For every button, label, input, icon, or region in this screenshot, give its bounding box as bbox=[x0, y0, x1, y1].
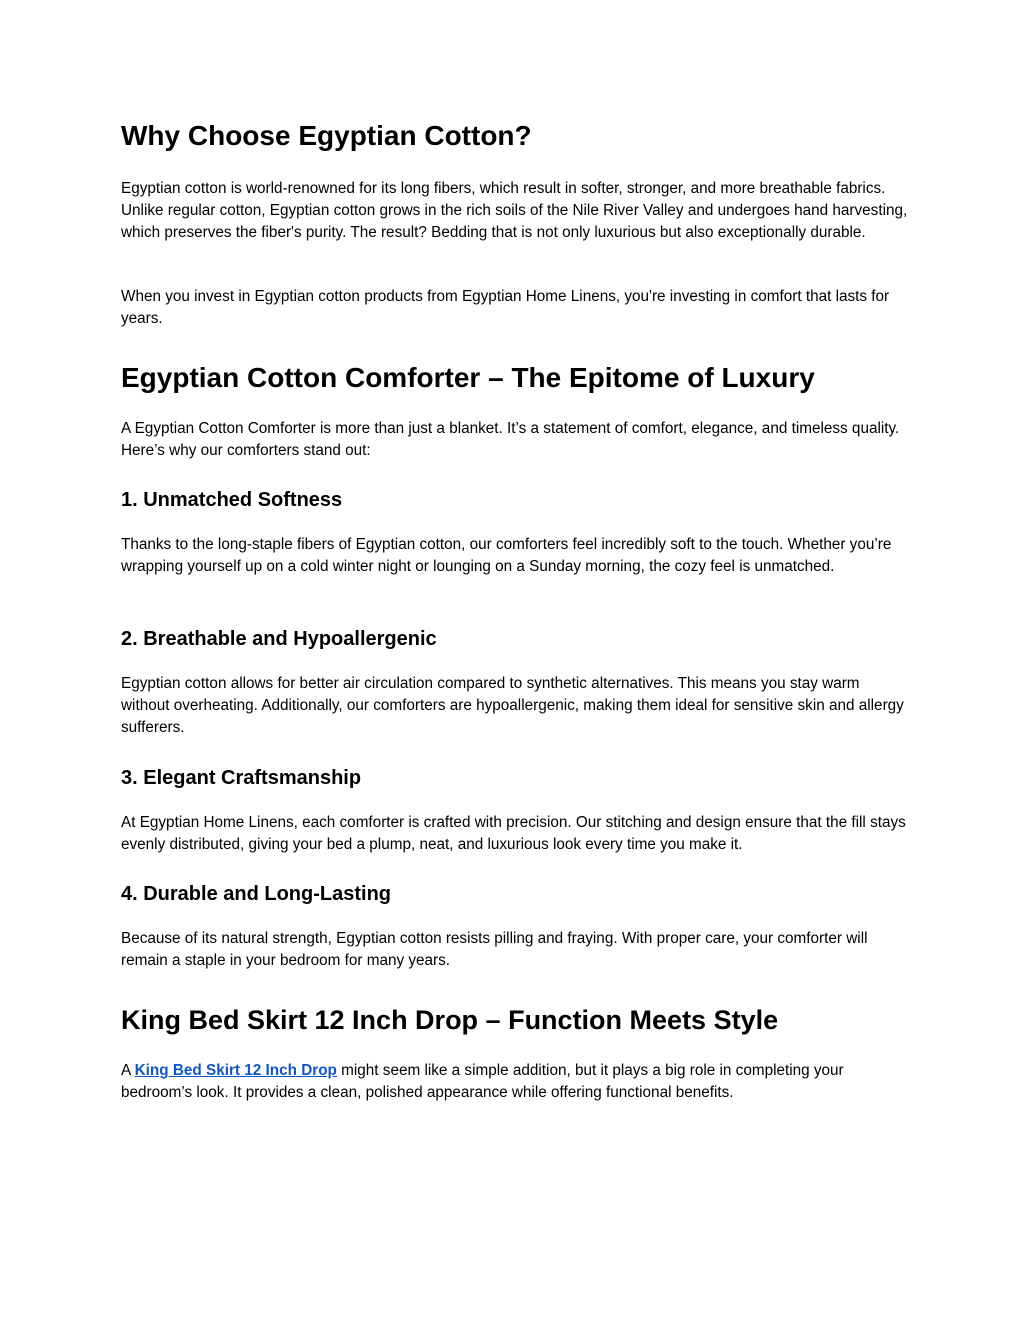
heading-comforter: Egyptian Cotton Comforter – The Epitome of Luxury bbox=[121, 362, 815, 393]
subheading-durable-long-lasting: 4. Durable and Long-Lasting bbox=[121, 883, 392, 905]
king-bed-skirt-link[interactable]: King Bed Skirt 12 Inch Drop bbox=[134, 1062, 337, 1079]
paragraph-breathable-hypoallergenic: Egyptian cotton allows for better air circulation compared to synthetic alternatives. This means you stay warm without overheating. Additionally, our comforters are hypoallergenic, making them ideal for sensitive skin and allergy sufferers. bbox=[121, 675, 904, 737]
paragraph-bed-skirt-prefix: A bbox=[121, 1062, 135, 1079]
paragraph-bed-skirt-suffix: might seem like a simple addition, but it plays a big role in completing your bedroom’s look. It provides a clean, polished appearance while offering functional benefits. bbox=[121, 1062, 844, 1102]
paragraph-comforter-intro: A Egyptian Cotton Comforter is more than just a blanket. It’s a statement of comfort, elegance, and timeless quality. Here’s why our comforters stand out: bbox=[121, 420, 900, 460]
subheading-breathable-hypoallergenic: 2. Breathable and Hypoallergenic bbox=[121, 628, 437, 650]
heading-king-bed-skirt: King Bed Skirt 12 Inch Drop – Function Meets Style bbox=[121, 1005, 779, 1035]
paragraph-why-invest: When you invest in Egyptian cotton products from Egyptian Home Linens, you're investing in comfort that lasts for years. bbox=[121, 288, 890, 328]
paragraph-elegant-craftsmanship: At Egyptian Home Linens, each comforter is crafted with precision. Our stitching and design ensure that the fill stays evenly distributed, giving your bed a plump, neat, and luxurious look every time you make it. bbox=[121, 814, 906, 854]
paragraph-why-intro: Egyptian cotton is world-renowned for its long fibers, which result in softer, stronger, and more breathable fabrics. Unlike regular cotton, Egyptian cotton grows in the rich soils of the Nile River Valley and undergoes hand harvesting, which preserves the fiber's purity. The result? Bedding that is not only luxurious but also exceptionally durable. bbox=[121, 180, 908, 242]
subheading-elegant-craftsmanship: 3. Elegant Craftsmanship bbox=[121, 767, 362, 789]
paragraph-unmatched-softness: Thanks to the long-staple fibers of Egyptian cotton, our comforters feel incredibly soft to the touch. Whether you’re wrapping yourself up on a cold winter night or lounging on a Sunday morning, the cozy feel is unmatched. bbox=[121, 536, 892, 576]
heading-why-egyptian-cotton: Why Choose Egyptian Cotton? bbox=[121, 120, 532, 151]
paragraph-bed-skirt bbox=[121, 1060, 911, 1104]
subheading-unmatched-softness: 1. Unmatched Softness bbox=[121, 489, 343, 511]
paragraph-durable-long-lasting: Because of its natural strength, Egyptian cotton resists pilling and fraying. With proper care, your comforter will remain a staple in your bedroom for many years. bbox=[121, 930, 868, 970]
